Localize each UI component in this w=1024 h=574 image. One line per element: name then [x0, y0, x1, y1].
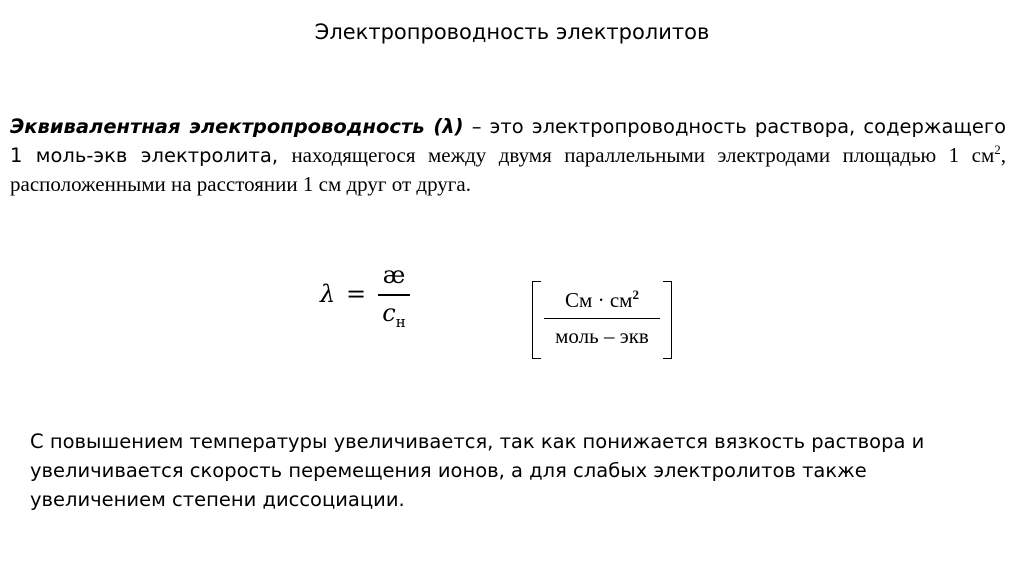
formula-fraction — [378, 258, 410, 336]
units-expression — [532, 281, 672, 359]
equivalent-conductivity-formula — [320, 258, 430, 338]
units-numerator-superscript: 2 — [632, 287, 639, 302]
units-fraction-bar — [544, 318, 660, 319]
formula-denominator-subscript: н — [395, 312, 406, 331]
units-numerator-text: См · см — [565, 288, 633, 312]
area-superscript: 2 — [994, 142, 1001, 157]
formula-fraction-bar — [378, 294, 410, 296]
formula-equals: = — [346, 280, 367, 308]
formula-denominator-symbol: c — [382, 298, 396, 327]
definition-text-serif-2: , расположенными на расстоянии 1 см друг от друга. — [10, 143, 1006, 196]
formula-lambda: λ — [320, 280, 336, 308]
definition-paragraph — [10, 112, 1006, 199]
formula-numerator: æ — [382, 261, 406, 289]
temperature-note: С повышением температуры увеличивается, так как понижается вязкость раствора и увеличивается скорость перемещения ионов, а для слабых электролитов также увеличением степени диссоциации. — [30, 430, 925, 511]
page-title: Электропроводность электролитов — [314, 20, 710, 44]
definition-term: Эквивалентная электропроводность (λ) — [10, 115, 464, 138]
units-denominator: моль – экв — [555, 324, 649, 348]
definition-text-part-1: – это электропроводность раствора, содержащего 1 моль-экв электролита, — [10, 115, 1006, 167]
definition-text-serif-1: находящегося между двумя параллельными электродами площадью 1 см — [291, 143, 995, 167]
units-numerator — [532, 287, 672, 313]
formula-denominator — [378, 298, 410, 337]
